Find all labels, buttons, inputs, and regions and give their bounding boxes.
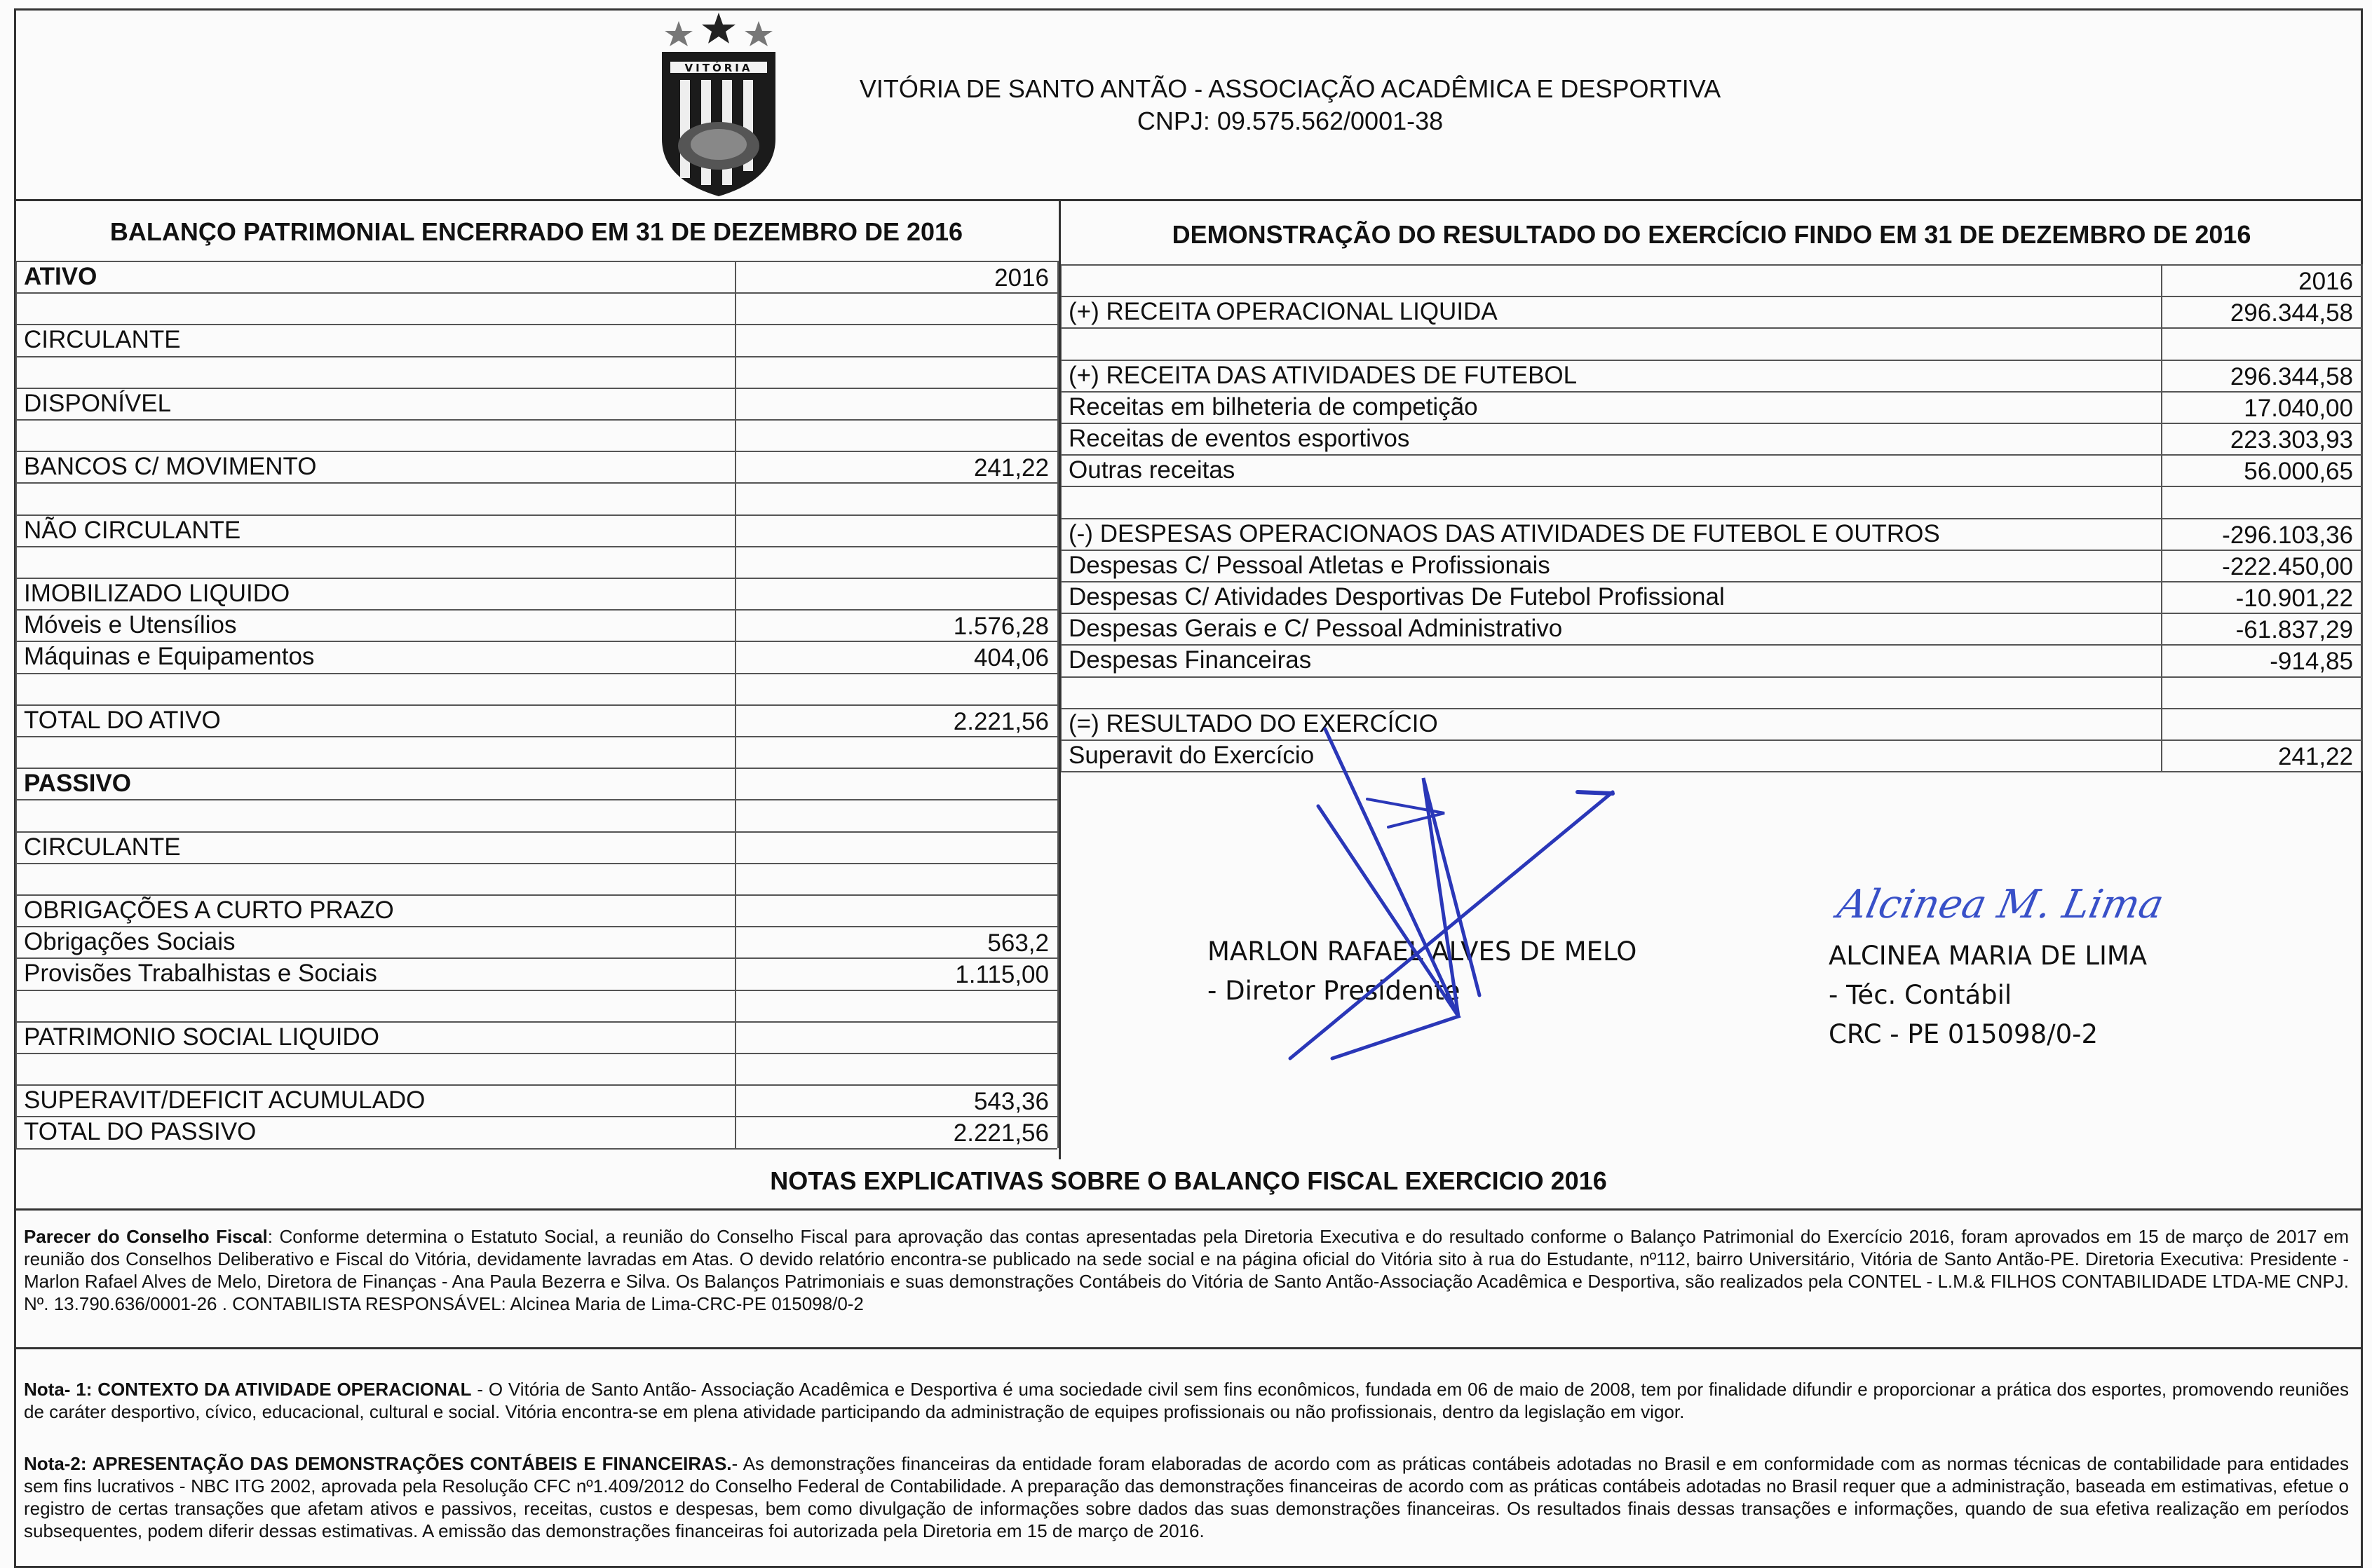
crest-label: VITÓRIA	[684, 62, 753, 74]
bs-row-line	[15, 1148, 1057, 1150]
is-row-label: Receitas em bilheteria de competição	[1069, 393, 1478, 421]
bs-row-label: Máquinas e Equipamentos	[24, 643, 315, 671]
bs-row-label: DISPONÍVEL	[24, 389, 172, 417]
is-row-label: (+) RECEITA OPERACIONAL LIQUIDA	[1069, 298, 1498, 326]
is-row-label: Despesas C/ Pessoal Atletas e Profissionais	[1069, 551, 1550, 579]
nota2-heading: Nota-2: APRESENTAÇÃO DAS DEMONSTRAÇÕES CONTÁBEIS E FINANCEIRAS.	[24, 1453, 732, 1474]
is-row-label: Superavit do Exercício	[1069, 742, 1315, 769]
bs-row-line	[15, 482, 1057, 484]
is-row-line	[1060, 486, 2361, 487]
bs-row-value: 543,36	[973, 1088, 1049, 1116]
is-row-label: Despesas Gerais e C/ Pessoal Administrativo	[1069, 615, 1563, 643]
bs-row-value: 2.221,56	[953, 707, 1049, 735]
bs-row-value: 2.221,56	[953, 1119, 1049, 1147]
is-row-label: Despesas C/ Atividades Desportivas De Futebol Profissional	[1069, 583, 1725, 611]
income-statement-title: DEMONSTRAÇÃO DO RESULTADO DO EXERCÍCIO FINDO EM 31 DE DEZEMBRO DE 2016	[1172, 220, 2251, 249]
nota2-text: - As demonstrações financeiras da entidade foram elaboradas de acordo com as práticas contábeis adotadas no Brasil e em conformidade com as normas técnicas de contabilidade para entidades sem fins lucrativos - NBC ITG 2002, aprovada pela Resolução CFC nº1.409/2012 do Conselho Federal de Contabilidade. A preparação das demonstrações financeiras de acordo com as práticas contábeis adotadas no Brasil requer que a administração, baseada em estimativas, efetue o registro de certas transações que afetam ativos e passivos, receitas, custos e despesas, bem como divulgação de informações sobre dados das suas demonstrações financeiras. Os resultados finais dessas transações e informações, quando de sua efetiva realização em períodos subsequentes, podem diferir dessas estimativas. A emissão das demonstrações financeiras foi autorizada pela Diretoria em 15 de março de 2016.	[24, 1453, 2349, 1541]
bs-row-line	[15, 1053, 1057, 1054]
bs-row-value: 241,22	[973, 454, 1049, 482]
is-row-label: Despesas Financeiras	[1069, 646, 1312, 674]
bs-row-label: PATRIMONIO SOCIAL LIQUIDO	[24, 1023, 379, 1051]
bs-row-line	[15, 356, 1057, 357]
accountant-name: ALCINEA MARIA DE LIMA	[1829, 941, 2148, 971]
bs-row-label: Obrigações Sociais	[24, 928, 236, 956]
is-row-value: -10.901,22	[2235, 585, 2353, 612]
is-row-value: 296.344,58	[2230, 362, 2353, 390]
accountant-role: - Téc. Contábil	[1829, 980, 2012, 1010]
balance-sheet-title: BALANÇO PATRIMONIAL ENCERRADO EM 31 DE DEZEMBRO DE 2016	[109, 217, 963, 246]
bs-row-label: IMOBILIZADO LIQUIDO	[24, 580, 290, 607]
is-row-line	[1060, 676, 2361, 678]
bs-row-line	[15, 990, 1057, 991]
bs-row-label: SUPERAVIT/DEFICIT ACUMULADO	[24, 1086, 426, 1114]
is-col-line	[2361, 264, 2363, 771]
accountant-signature: Alcinea M. Lima	[1834, 882, 2168, 927]
is-top-border	[1060, 264, 2361, 266]
bs-row-line	[15, 799, 1057, 800]
bs-row-label: PASSIVO	[24, 770, 132, 798]
bs-row-value: 563,2	[987, 929, 1049, 957]
is-row-value: 241,22	[2277, 743, 2353, 770]
bs-row-label: OBRIGAÇÕES A CURTO PRAZO	[24, 897, 394, 924]
notes-parecer	[24, 1225, 2349, 1315]
bs-row-value: 1.576,28	[953, 613, 1049, 641]
nota1-text: - O Vitória de Santo Antão- Associação Acadêmica e Desportiva é uma sociedade civil sem fins econômicos, fundada em 06 de maio de 2008, tem por finalidade difundir e proporcionar a prática dos esportes, promovendo reuniões de caráter desportivo, cívico, educacional, cultural e social. Vitória encontra-se em plena atividade participando da administração de equipes profissionais ou não profissionais, dentro da legislação em vigor.	[24, 1379, 2349, 1422]
notes-title: NOTAS EXPLICATIVAS SOBRE O BALANÇO FISCAL EXERCICIO 2016	[770, 1166, 1607, 1195]
organization-name: VITÓRIA DE SANTO ANTÃO - ASSOCIAÇÃO ACADÊMICA E DESPORTIVA	[859, 74, 1721, 103]
bs-col-line	[15, 261, 17, 1148]
accountant-crc: CRC - PE 015098/0-2	[1829, 1019, 2099, 1049]
notes-nota-1	[24, 1378, 2349, 1423]
bs-row-value: 1.115,00	[955, 961, 1049, 989]
is-row-label: (+) RECEITA DAS ATIVIDADES DE FUTEBOL	[1069, 361, 1578, 389]
bs-row-label: CIRCULANTE	[24, 326, 181, 354]
header-divider	[14, 199, 2363, 201]
bs-row-label: ATIVO	[24, 263, 97, 290]
is-row-value: -296.103,36	[2222, 521, 2353, 549]
bs-row-line	[15, 546, 1057, 547]
notes-top-divider	[14, 1208, 2363, 1211]
is-row-value: 223.303,93	[2230, 426, 2353, 454]
bs-row-label: Móveis e Utensílios	[24, 611, 237, 639]
president-signature	[1248, 715, 1641, 1065]
nota1-heading: Nota- 1: CONTEXTO DA ATIVIDADE OPERACIONAL	[24, 1379, 472, 1400]
is-col-line	[2161, 264, 2162, 771]
parecer-text: : Conforme determina o Estatuto Social, a reunião do Conselho Fiscal para aprovação das contas apresentadas pela Diretoria Executiva e do resultado conforme o Balanço Patrimonial do Exercício 2016, foram aprovados em 15 de março de 2017 em reunião dos Conselhos Deliberativo e Fiscal do Vitória, devidamente lavradas em Atas. O devido relatório encontra-se publicado na sede social e na página oficial do Vitória sito à rua do Estudante, nº112, bairro Universitário, Vitória de Santo Antão-PE. Diretoria Executiva: Presidente - Marlon Rafael Alves de Melo, Diretora de Finanças - Ana Paula Bezerra e Silva. Os Balanços Patrimoniais e suas demonstrações Contábeis do Vitória de Santo Antão-Associação Acadêmica e Desportiva, são realizados pela CONTEL - L.M.& FILHOS CONTABILIDADE LTDA-ME CNPJ. Nº. 13.790.636/0001-26 . CONTABILISTA RESPONSÁVEL: Alcinea Maria de Lima-CRC-PE 015098/0-2	[24, 1226, 2349, 1314]
is-row-label: (=) RESULTADO DO EXERCÍCIO	[1069, 709, 1438, 737]
bs-row-line	[15, 419, 1057, 421]
is-row-value: -222.450,00	[2222, 552, 2353, 580]
bs-row-label: CIRCULANTE	[24, 833, 181, 861]
is-row-value: -61.837,29	[2235, 616, 2353, 644]
bs-row-label: NÃO CIRCULANTE	[24, 516, 241, 544]
notes-middle-divider	[14, 1347, 2363, 1349]
bs-row-line	[15, 292, 1057, 294]
bs-row-line	[15, 673, 1057, 674]
notes-nota-2	[24, 1452, 2349, 1542]
bs-row-value: 2016	[994, 264, 1049, 292]
is-row-value: -914,85	[2270, 648, 2353, 676]
bs-row-line	[15, 736, 1057, 737]
column-divider	[1059, 199, 1061, 1159]
bs-row-label: TOTAL DO PASSIVO	[24, 1118, 257, 1146]
is-row-label: (-) DESPESAS OPERACIONAOS DAS ATIVIDADES DE FUTEBOL E OUTROS	[1069, 519, 1940, 547]
is-row-value: 296.344,58	[2230, 299, 2353, 327]
bs-row-line	[15, 863, 1057, 864]
president-name: MARLON RAFAEL ALVES DE MELO	[1207, 936, 1637, 967]
is-row-line	[1060, 327, 2361, 329]
is-row-value: 17.040,00	[2244, 394, 2353, 422]
bs-col-line	[735, 261, 736, 1148]
parecer-heading: Parecer do Conselho Fiscal	[24, 1226, 268, 1247]
bs-row-value: 404,06	[973, 644, 1049, 672]
president-role: - Diretor Presidente	[1207, 976, 1461, 1006]
is-row-label: Outras receitas	[1069, 456, 1235, 484]
is-row-value: 56.000,65	[2244, 458, 2353, 486]
is-row-label: Receitas de eventos esportivos	[1069, 425, 1410, 452]
bs-row-label: Provisões Trabalhistas e Sociais	[24, 960, 377, 988]
organization-cnpj: CNPJ: 09.575.562/0001-38	[1137, 107, 1444, 135]
is-row-value: 2016	[2298, 268, 2353, 295]
bs-row-label: BANCOS C/ MOVIMENTO	[24, 453, 317, 481]
bs-row-label: TOTAL DO ATIVO	[24, 706, 221, 734]
